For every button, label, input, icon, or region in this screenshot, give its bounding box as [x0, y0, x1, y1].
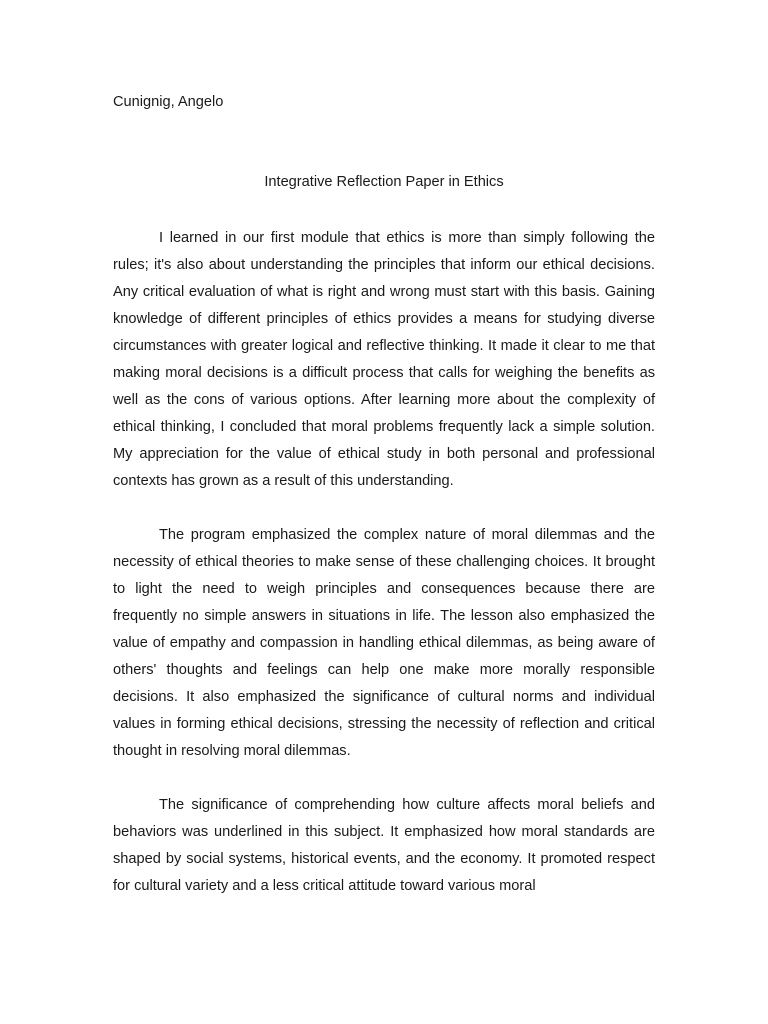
- document-body: [113, 225, 655, 927]
- author-name: Cunignig, Angelo: [113, 94, 224, 110]
- paragraph-3: The significance of comprehending how culture affects moral beliefs and behaviors was underlined in this subject. It emphasized how moral standards are shaped by social systems, historical events, and the economy. It promoted respect for cultural variety and a less critical attitude toward various moral: [113, 797, 655, 894]
- paragraph-2: The program emphasized the complex nature of moral dilemmas and the necessity of ethical theories to make sense of these challenging choices. It brought to light the need to weigh principles and consequences because there are frequently no simple answers in situations in life. The lesson also emphasized the value of empathy and compassion in handling ethical dilemmas, as being aware of others' thoughts and feelings can help one make more morally responsible decisions. It also emphasized the significance of cultural norms and individual values in forming ethical decisions, stressing the necessity of reflection and critical thought in resolving moral dilemmas.: [113, 527, 655, 759]
- paragraph-1: I learned in our first module that ethics is more than simply following the rules; it's also about understanding the principles that inform our ethical decisions. Any critical evaluation of what is right and wrong must start with this basis. Gaining knowledge of different principles of ethics provides a means for studying diverse circumstances with greater logical and reflective thinking. It made it clear to me that making moral decisions is a difficult process that calls for weighing the benefits as well as the cons of various options. After learning more about the complexity of ethical thinking, I concluded that moral problems frequently lack a simple solution. My appreciation for the value of ethical study in both personal and professional contexts has grown as a result of this understanding.: [113, 230, 655, 489]
- document-title: Integrative Reflection Paper in Ethics: [264, 174, 504, 190]
